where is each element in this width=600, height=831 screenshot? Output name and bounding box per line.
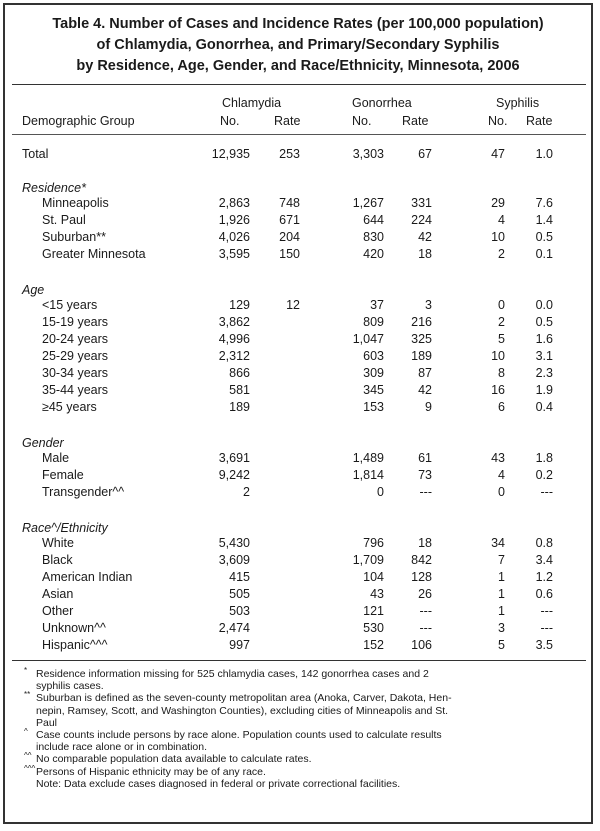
row-label: 35-44 years: [42, 383, 109, 397]
cell-syphilis-no: 1: [498, 604, 505, 618]
cell-syphilis-no: 4: [498, 213, 505, 227]
cell-syphilis-rate: 1.9: [535, 383, 553, 397]
row-label: St. Paul: [42, 213, 86, 227]
cell-syphilis-no: 0: [498, 298, 505, 312]
footnote-mark: ^^: [24, 751, 32, 761]
cell-gonorrhea-rate: 216: [411, 315, 432, 329]
cell-syphilis-no: 5: [498, 332, 505, 346]
row-label: Female: [42, 468, 84, 482]
cell-chlamydia-no: 3,609: [218, 553, 250, 567]
cell-gonorrhea-rate: 18: [418, 536, 432, 550]
cell-gonorrhea-no: 345: [363, 383, 384, 397]
row-label: White: [42, 536, 74, 550]
cell-chlamydia-no: 3,862: [218, 315, 250, 329]
row-label: Transgender^^: [42, 485, 125, 499]
cell-gonorrhea-rate: 128: [411, 570, 432, 584]
cell-chlamydia-no: 4,996: [218, 332, 250, 346]
title-line-3: by Residence, Age, Gender, and Race/Ethnicity, Minnesota, 2006: [76, 58, 520, 74]
cell-syphilis-rate: 0.5: [535, 315, 553, 329]
footnote-line: [24, 763, 584, 778]
cell-syphilis-no: 1: [498, 587, 505, 601]
cell-gonorrhea-no: 809: [363, 315, 384, 329]
cell-chlamydia-rate: 253: [279, 147, 300, 161]
section-label: Race^/Ethnicity: [22, 521, 108, 535]
row-label: Unknown^^: [42, 621, 106, 635]
cell-syphilis-rate: 1.6: [535, 332, 553, 346]
cell-gonorrhea-no: 104: [363, 570, 384, 584]
cell-chlamydia-no: 2,312: [218, 349, 250, 363]
cell-syphilis-rate: 0.1: [535, 247, 553, 261]
cell-gonorrhea-rate: 67: [418, 147, 432, 161]
cell-chlamydia-no: 12,935: [211, 147, 250, 161]
cell-chlamydia-no: 3,595: [218, 247, 250, 261]
header-syphilis-no: No.: [488, 114, 508, 128]
footnote-text: include race alone or in combination.: [36, 741, 208, 754]
cell-gonorrhea-rate: 842: [411, 553, 432, 567]
row-label: Other: [42, 604, 74, 618]
cell-chlamydia-no: 4,026: [218, 230, 250, 244]
cell-gonorrhea-rate: 42: [418, 383, 432, 397]
footnote-line: [24, 680, 584, 692]
cell-chlamydia-no: 503: [229, 604, 250, 618]
cell-gonorrhea-rate: 106: [411, 638, 432, 652]
cell-chlamydia-no: 2: [243, 485, 250, 499]
cell-gonorrhea-rate: ---: [419, 621, 432, 635]
title-line-1: Table 4. Number of Cases and Incidence Rates (per 100,000 population): [52, 16, 544, 32]
cell-gonorrhea-no: 309: [363, 366, 384, 380]
cell-gonorrhea-no: 43: [370, 587, 384, 601]
cell-gonorrhea-rate: 224: [411, 213, 432, 227]
footnote-line: [24, 717, 584, 729]
cell-syphilis-rate: 1.4: [535, 213, 553, 227]
cell-gonorrhea-no: 3,303: [352, 147, 384, 161]
cell-gonorrhea-rate: 87: [418, 366, 432, 380]
cell-syphilis-rate: 3.4: [535, 553, 553, 567]
title-line-2: of Chlamydia, Gonorrhea, and Primary/Secondary Syphilis: [96, 37, 500, 53]
cell-syphilis-no: 5: [498, 638, 505, 652]
cell-syphilis-no: 29: [491, 196, 505, 210]
cell-syphilis-rate: 3.5: [535, 638, 553, 652]
cell-syphilis-rate: 1.0: [535, 147, 553, 161]
cell-chlamydia-no: 997: [229, 638, 250, 652]
cell-syphilis-no: 2: [498, 247, 505, 261]
cell-gonorrhea-no: 603: [363, 349, 384, 363]
cell-chlamydia-no: 129: [229, 298, 250, 312]
footnote-line: [24, 705, 584, 717]
header-gonorrhea: Gonorrhea: [352, 96, 412, 110]
footnote-mark: **: [24, 690, 31, 700]
cell-gonorrhea-no: 420: [363, 247, 384, 261]
row-label: Hispanic^^^: [42, 638, 108, 652]
section-label: Gender: [22, 436, 64, 450]
section-label: Age: [22, 283, 45, 297]
cell-chlamydia-rate: 204: [279, 230, 300, 244]
cell-syphilis-rate: 0.0: [535, 298, 553, 312]
cell-syphilis-no: 3: [498, 621, 505, 635]
cell-syphilis-rate: 0.5: [535, 230, 553, 244]
footnote-line: [24, 741, 584, 753]
cell-syphilis-rate: 7.6: [535, 196, 553, 210]
cell-syphilis-no: 43: [491, 451, 505, 465]
cell-chlamydia-no: 189: [229, 400, 250, 414]
cell-gonorrhea-no: 1,047: [352, 332, 384, 346]
cell-syphilis-no: 4: [498, 468, 505, 482]
footnote-mark: ^^^: [24, 763, 36, 773]
row-label: 20-24 years: [42, 332, 109, 346]
row-label: ≥45 years: [42, 400, 97, 414]
row-label: Asian: [42, 587, 74, 601]
cell-chlamydia-no: 581: [229, 383, 250, 397]
footnote-text: Suburban is defined as the seven-county metropolitan area (Anoka, Carver, Dakota, Hen-: [36, 692, 452, 705]
footnote-text: Persons of Hispanic ethnicity may be of any race.: [36, 765, 266, 778]
header-gonorrhea-no: No.: [352, 114, 372, 128]
row-label: Male: [42, 451, 70, 465]
cell-syphilis-rate: 2.3: [535, 366, 553, 380]
cell-gonorrhea-no: 152: [363, 638, 384, 652]
table-title: [10, 14, 586, 77]
header-demographic-group: Demographic Group: [22, 114, 135, 128]
cell-gonorrhea-no: 1,814: [352, 468, 384, 482]
footnote-text: syphilis cases.: [36, 680, 104, 693]
header-divider: [12, 134, 586, 135]
cell-syphilis-rate: ---: [540, 485, 553, 499]
header-syphilis-rate: Rate: [526, 114, 553, 128]
cell-gonorrhea-no: 830: [363, 230, 384, 244]
cell-chlamydia-rate: 671: [279, 213, 300, 227]
footnote-line: [24, 729, 584, 741]
cell-syphilis-rate: 0.4: [535, 400, 553, 414]
cell-chlamydia-no: 2,863: [218, 196, 250, 210]
footnote-mark: *: [24, 666, 28, 675]
cell-syphilis-rate: 1.8: [535, 451, 553, 465]
cell-syphilis-rate: 1.2: [535, 570, 553, 584]
footnote-text: Case counts include persons by race alone. Population counts used to calculate results: [36, 729, 442, 742]
cell-gonorrhea-no: 121: [363, 604, 384, 618]
cell-chlamydia-rate: 150: [279, 247, 300, 261]
cell-gonorrhea-rate: 9: [425, 400, 432, 414]
footnote-line: [24, 692, 584, 704]
footnote-text: Residence information missing for 525 chlamydia cases, 142 gonorrhea cases and 2: [36, 668, 429, 680]
cell-chlamydia-no: 3,691: [218, 451, 250, 465]
cell-gonorrhea-rate: 26: [418, 587, 432, 601]
cell-gonorrhea-rate: ---: [419, 604, 432, 618]
cell-syphilis-rate: 0.8: [535, 536, 553, 550]
footnote-line: [24, 668, 584, 680]
section-label: Residence*: [22, 181, 86, 195]
header-syphilis: Syphilis: [496, 96, 540, 110]
footnotes: [24, 668, 584, 790]
cell-syphilis-rate: 0.6: [535, 587, 553, 601]
cell-gonorrhea-rate: 3: [425, 298, 432, 312]
row-label: Minneapolis: [42, 196, 109, 210]
cell-syphilis-no: 0: [498, 485, 505, 499]
cell-syphilis-rate: ---: [540, 621, 553, 635]
row-label: <15 years: [42, 298, 98, 312]
cell-syphilis-rate: ---: [540, 604, 553, 618]
footnote-text: nepin, Ramsey, Scott, and Washington Counties), excluding cities of Minneapolis and St.: [36, 704, 449, 717]
cell-syphilis-no: 34: [491, 536, 505, 550]
row-label-total: Total: [22, 147, 49, 161]
cell-chlamydia-no: 9,242: [218, 468, 250, 482]
title-divider: [12, 84, 586, 85]
cell-gonorrhea-no: 1,267: [352, 196, 384, 210]
header-gonorrhea-rate: Rate: [402, 114, 429, 128]
cell-chlamydia-no: 2,474: [218, 621, 250, 635]
cell-gonorrhea-rate: 331: [411, 196, 432, 210]
footnote-mark: ^: [24, 727, 28, 737]
cell-gonorrhea-no: 1,489: [352, 451, 384, 465]
cell-syphilis-no: 47: [491, 147, 505, 161]
row-label: American Indian: [42, 570, 133, 584]
cell-gonorrhea-rate: 42: [418, 230, 432, 244]
header-chlamydia-rate: Rate: [274, 114, 301, 128]
cell-gonorrhea-no: 796: [363, 536, 384, 550]
cell-syphilis-no: 10: [491, 230, 505, 244]
cell-chlamydia-no: 1,926: [218, 213, 250, 227]
cell-syphilis-rate: 3.1: [535, 349, 553, 363]
cell-gonorrhea-rate: ---: [419, 485, 432, 499]
footnote-divider: [12, 660, 586, 661]
row-label: 30-34 years: [42, 366, 109, 380]
cell-gonorrhea-no: 37: [370, 298, 384, 312]
cell-gonorrhea-no: 644: [363, 213, 384, 227]
cell-gonorrhea-rate: 61: [418, 451, 432, 465]
cell-chlamydia-no: 866: [229, 366, 250, 380]
cell-gonorrhea-no: 1,709: [352, 553, 384, 567]
cell-syphilis-no: 7: [498, 553, 505, 567]
cell-chlamydia-no: 415: [229, 570, 250, 584]
footnote-line: [24, 753, 584, 765]
cell-syphilis-no: 6: [498, 400, 505, 414]
cell-gonorrhea-rate: 325: [411, 332, 432, 346]
cell-gonorrhea-no: 153: [363, 400, 384, 414]
cell-chlamydia-no: 505: [229, 587, 250, 601]
cell-chlamydia-rate: 12: [286, 298, 300, 312]
row-label: 25-29 years: [42, 349, 109, 363]
cell-gonorrhea-rate: 73: [418, 468, 432, 482]
footnote-text: No comparable population data available to calculate rates.: [36, 753, 312, 766]
row-label: Black: [42, 553, 73, 567]
footnote-line: [24, 778, 584, 790]
cell-syphilis-no: 10: [491, 349, 505, 363]
cell-gonorrhea-rate: 189: [411, 349, 432, 363]
cell-syphilis-no: 16: [491, 383, 505, 397]
cell-syphilis-no: 1: [498, 570, 505, 584]
cell-gonorrhea-no: 530: [363, 621, 384, 635]
footnote-text: Note: Data exclude cases diagnosed in federal or private correctional facilities.: [36, 777, 401, 790]
row-label: Suburban**: [42, 230, 106, 244]
cell-syphilis-no: 8: [498, 366, 505, 380]
row-label: Greater Minnesota: [42, 247, 146, 261]
row-label: 15-19 years: [42, 315, 109, 329]
cell-syphilis-no: 2: [498, 315, 505, 329]
footnote-text: Paul: [36, 716, 58, 729]
header-chlamydia: Chlamydia: [222, 96, 282, 110]
cell-gonorrhea-rate: 18: [418, 247, 432, 261]
cell-chlamydia-no: 5,430: [218, 536, 250, 550]
cell-gonorrhea-no: 0: [377, 485, 384, 499]
cell-chlamydia-rate: 748: [279, 196, 300, 210]
cell-syphilis-rate: 0.2: [535, 468, 553, 482]
header-chlamydia-no: No.: [220, 114, 240, 128]
